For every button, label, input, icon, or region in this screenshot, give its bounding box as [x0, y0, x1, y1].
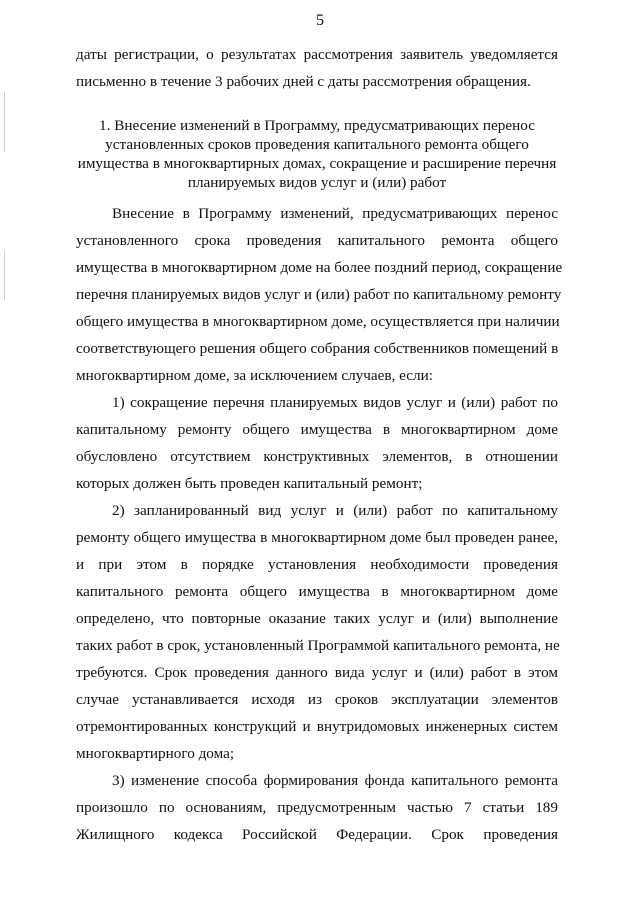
body-line: капитального ремонта общего имущества в многоквартирном доме — [76, 583, 558, 600]
scan-margin-mark — [4, 92, 5, 152]
body-line: произошло по основаниям, предусмотренным частью 7 статьи 189 — [76, 799, 558, 816]
section-heading-line: установленных сроков проведения капитального ремонта общего — [105, 136, 529, 153]
page-number: 5 — [316, 12, 324, 29]
body-line: 3) изменение способа формирования фонда капитального ремонта — [112, 772, 558, 789]
body-line: соответствующего решения общего собрания собственников помещений в — [76, 340, 559, 357]
intro-line: письменно в течение 3 рабочих дней с даты рассмотрения обращения. — [76, 73, 531, 90]
body-line: таких работ в срок, установленный Программой капитального ремонта, не — [76, 637, 560, 654]
body-line: установленного срока проведения капитального ремонта общего — [76, 232, 558, 249]
body-line: общего имущества в многоквартирном доме, осуществляется при наличии — [76, 313, 560, 330]
body-line: капитальному ремонту общего имущества в многоквартирном доме — [76, 421, 558, 438]
section-heading-line: имущества в многоквартирных домах, сокращение и расширение перечня — [77, 155, 557, 172]
body-line: многоквартирного дома; — [76, 745, 235, 762]
body-line: которых должен быть проведен капитальный ремонт; — [76, 475, 423, 492]
body-line: Внесение в Программу изменений, предусматривающих перенос — [112, 205, 558, 222]
body-line: отремонтированных конструкций и внутридомовых инженерных систем — [76, 718, 558, 735]
body-line: определено, что повторные оказание таких услуг и (или) выполнение — [76, 610, 558, 627]
body-line: и при этом в порядке установления необходимости проведения — [76, 556, 558, 573]
body-line: требуются. Срок проведения данного вида услуг и (или) работ в этом — [76, 664, 558, 681]
body-line: имущества в многоквартирном доме на более поздний период, сокращение — [76, 259, 563, 276]
body-line: случае устанавливается исходя из сроков эксплуатации элементов — [76, 691, 558, 708]
intro-line: даты регистрации, о результатах рассмотрения заявитель уведомляется — [76, 46, 558, 63]
body-line: Жилищного кодекса Российской Федерации. Срок проведения — [76, 826, 558, 843]
section-heading-line: 1. Внесение изменений в Программу, предусматривающих перенос — [99, 117, 535, 134]
body-line: перечня планируемых видов услуг и (или) работ по капитальному ремонту — [76, 286, 562, 303]
body-line: обусловлено отсутствием конструктивных элементов, в отношении — [76, 448, 558, 465]
body-line: 1) сокращение перечня планируемых видов услуг и (или) работ по — [112, 394, 558, 411]
scan-margin-mark — [4, 250, 5, 300]
body-line: 2) запланированный вид услуг и (или) работ по капитальному — [112, 502, 558, 519]
body-line: многоквартирном доме, за исключением случаев, если: — [76, 367, 433, 384]
section-heading-line: планируемых видов услуг и (или) работ — [187, 174, 447, 191]
body-line: ремонту общего имущества в многоквартирном доме был проведен ранее, — [76, 529, 558, 546]
